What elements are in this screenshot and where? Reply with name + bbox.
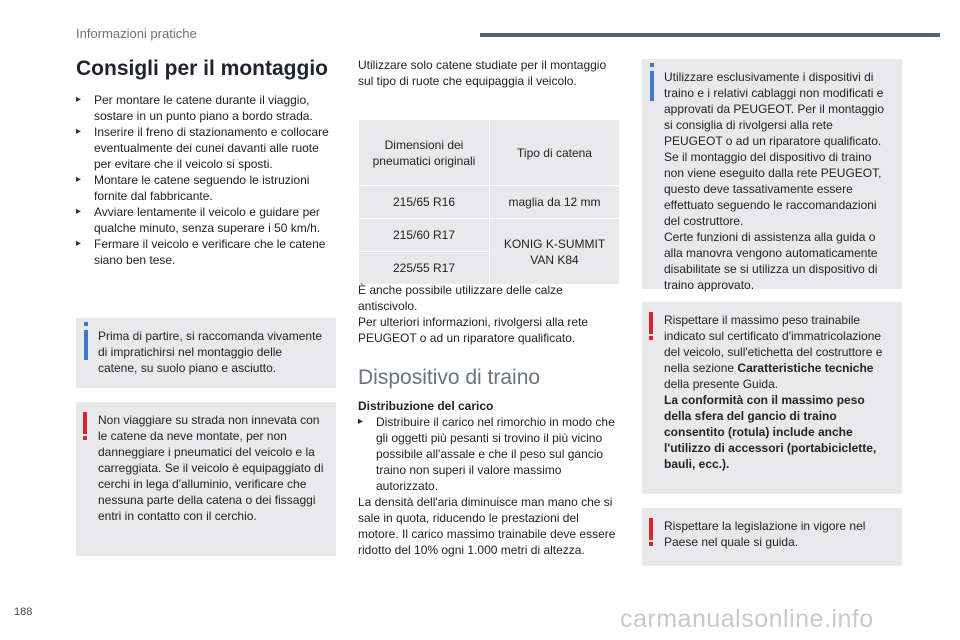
table-cell: KONIG K-SUMMIT VAN K84	[490, 219, 620, 285]
list-item-text: Distribuire il carico nel rimorchio in modo che gli oggetti più pesanti si trovino il più vicino possibile all'assale e che il peso sul gancio traino non superi il valore massimo autorizzato.	[376, 415, 615, 493]
note-text	[358, 282, 620, 346]
load-distribution-block	[358, 398, 620, 558]
warning-box-snow-chains	[76, 402, 336, 556]
info-box-towing-device	[642, 59, 902, 292]
running-header: Informazioni pratiche	[76, 26, 197, 41]
mounting-bullet-list	[76, 92, 338, 268]
list-item	[358, 414, 620, 494]
info-icon	[84, 322, 88, 326]
table-cell: 225/55 R17	[359, 252, 490, 285]
info-text-line: Utilizzare esclusivamente i dispositivi di traino e i relativi cablaggi non modificati e approvati da PEUGEOT. Per il montaggio si consiglia di rivolgersi alla rete PEUGEOT o ad un riparatore qualificato. Se il montaggio del dispositivo di traino non viene eseguito dalla rete PEUGEOT, questo deve tassativamente essere effettuato seguendo le raccomandazioni del costruttore.	[664, 70, 885, 228]
warning-icon	[83, 412, 87, 434]
warning-icon-dot	[83, 436, 87, 440]
arrow-icon: ▸	[76, 206, 82, 217]
list-item-text: Montare le catene seguendo le istruzioni fornite dal fabbricante.	[94, 173, 310, 203]
list-item	[76, 236, 338, 268]
arrow-icon: ▸	[76, 238, 82, 249]
arrow-icon: ▸	[76, 126, 82, 137]
info-box-text: Prima di partire, si raccomanda vivamente di impratichirsi nel montaggio delle catene, su suolo piano e asciutto.	[98, 329, 323, 375]
warning-bold-text: La conformità con il massimo peso della sfera del gancio di traino consentito (rotula) include anche l'utilizzo di accessori (portabiciclette, bauli, ecc.).	[664, 393, 877, 471]
info-icon	[650, 63, 654, 67]
header-bar	[480, 33, 940, 37]
table-row	[359, 186, 620, 219]
note-line: Per ulteriori informazioni, rivolgersi alla rete PEUGEOT o ad un riparatore qualificato.	[358, 315, 589, 345]
density-text: La densità dell'aria diminuisce man mano che si sale in quota, riducendo le prestazioni del motore. Il carico massimo trainabile deve essere ridotto del 10% ogni 1.000 metri di altezza.	[358, 495, 616, 557]
info-icon-bar	[650, 71, 654, 101]
list-item-text: Fermare il veicolo e verificare che le catene siano ben tese.	[94, 237, 326, 267]
table-header: Tipo di catena	[490, 120, 620, 186]
arrow-icon: ▸	[76, 174, 82, 185]
warning-icon-dot	[649, 336, 653, 340]
arrow-icon: ▸	[358, 416, 364, 427]
arrow-icon: ▸	[76, 94, 82, 105]
table-header-row	[359, 120, 620, 186]
list-item-text: Avviare lentamente il veicolo e guidare per qualche minuto, senza superare i 50 km/h.	[94, 205, 321, 235]
note-line: È anche possibile utilizzare delle calze antiscivolo.	[358, 283, 563, 313]
warning-box-text	[664, 312, 890, 472]
warning-box-text: Rispettare la legislazione in vigore nel Paese nel quale si guida.	[664, 519, 866, 549]
table-cell: 215/65 R16	[359, 186, 490, 219]
list-item	[76, 124, 338, 172]
warning-bold-ref: Caratteristiche tecniche	[737, 361, 874, 375]
intro-text: Utilizzare solo catene studiate per il montaggio sul tipo di ruote che equipaggia il veicolo.	[358, 58, 607, 88]
section-title-towing: Dispositivo di traino	[358, 366, 541, 389]
table-cell: maglia da 12 mm	[490, 186, 620, 219]
warning-box-towing-weight	[642, 302, 902, 494]
info-box-practice	[76, 318, 336, 388]
list-item-text: Inserire il freno di stazionamento e collocare eventualmente dei cunei davanti alle ruote per evitare che il veicolo si sposti.	[94, 125, 329, 171]
warning-icon	[649, 518, 653, 540]
section-title-mounting: Consigli per il montaggio	[76, 57, 328, 80]
warning-text: della presente Guida.	[664, 377, 779, 391]
warning-box-legislation	[642, 508, 902, 566]
warning-text: Rispettare il massimo peso trainabile indicato sul certificato d'immatricolazione del veicolo, sull'etichetta del costruttore e nella sezione	[664, 313, 883, 375]
list-item	[76, 204, 338, 236]
warning-box-text: Non viaggiare su strada non innevata con le catene da neve montate, per non danneggiare i pneumatici del veicolo e la carreggiata. Se il veicolo è equipaggiato di cerchi in lega d'alluminio, verificare che nessuna parte della catena o dei fissaggi entri in contatto con il cerchio.	[98, 413, 324, 523]
chain-spec-table	[358, 119, 620, 285]
info-box-text	[664, 69, 890, 293]
warning-icon	[649, 312, 653, 334]
table-header: Dimensioni dei pneumatici originali	[359, 120, 490, 186]
list-item	[76, 92, 338, 124]
list-item	[76, 172, 338, 204]
table-cell: 215/60 R17	[359, 219, 490, 252]
table-row	[359, 219, 620, 252]
list-item-text: Per montare le catene durante il viaggio, sostare in un punto piano a bordo strada.	[94, 93, 313, 123]
info-text-line: Certe funzioni di assistenza alla guida o alla manovra vengono automaticamente disabilitate se si utilizza un dispositivo di traino approvato.	[664, 230, 878, 292]
info-icon-bar	[84, 330, 88, 360]
page-number: 188	[14, 606, 33, 618]
subheading: Distribuzione del carico	[358, 399, 494, 413]
watermark: carmanualsonline.info	[620, 605, 874, 633]
warning-icon-dot	[649, 542, 653, 546]
